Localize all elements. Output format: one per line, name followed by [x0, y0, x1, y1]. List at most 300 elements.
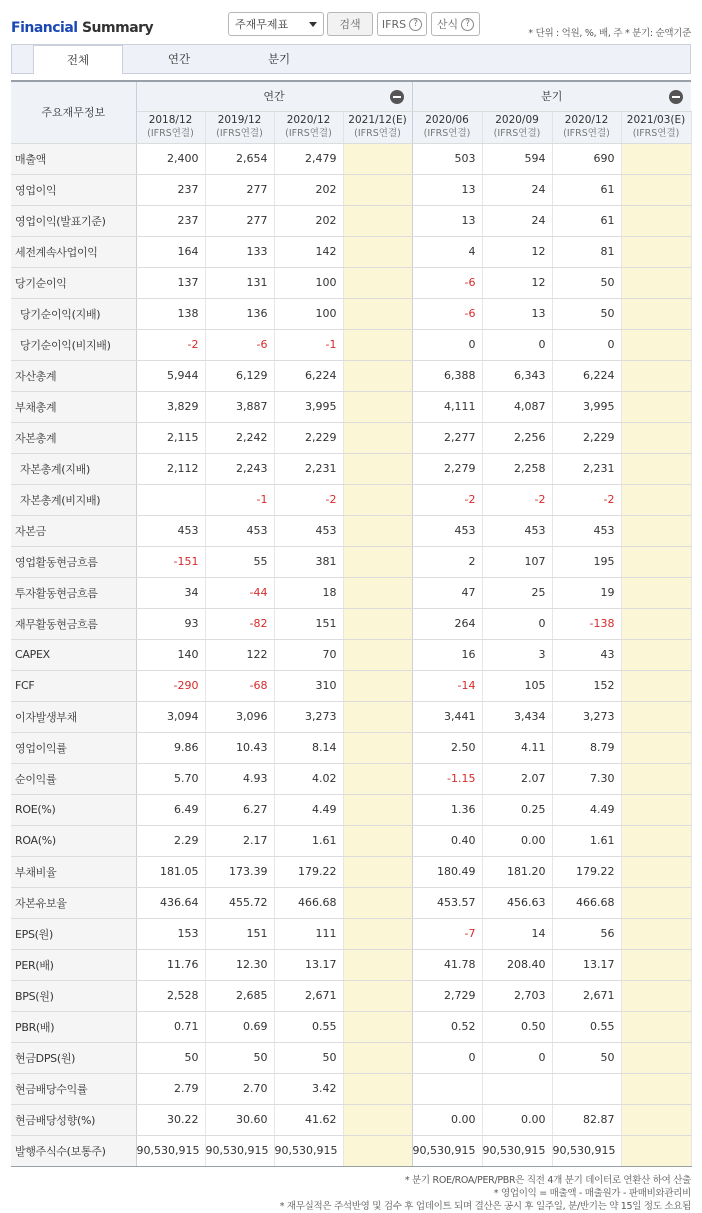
value-cell [621, 329, 691, 360]
value-cell [343, 1073, 412, 1104]
value-cell: 90,530,915 [552, 1135, 621, 1166]
table-row [11, 949, 691, 980]
value-cell: -82 [205, 608, 274, 639]
value-cell: -1.15 [412, 763, 482, 794]
table-row [11, 298, 691, 329]
table-row [11, 546, 691, 577]
value-cell: 61 [552, 205, 621, 236]
value-cell: 151 [205, 918, 274, 949]
basis-label: (IFRS연결) [563, 128, 610, 139]
value-cell: 6,388 [412, 360, 482, 391]
statement-type-select[interactable] [228, 12, 324, 36]
value-cell [621, 546, 691, 577]
value-cell: 1.61 [552, 825, 621, 856]
value-cell: 3.42 [274, 1073, 343, 1104]
value-cell: 237 [136, 174, 205, 205]
value-cell: 82.87 [552, 1104, 621, 1135]
value-cell: 100 [274, 298, 343, 329]
value-cell: 50 [552, 1042, 621, 1073]
value-cell: 12.30 [205, 949, 274, 980]
value-cell: 2,256 [482, 422, 552, 453]
value-cell: 90,530,915 [274, 1135, 343, 1166]
basis-label: (IFRS연결) [493, 128, 541, 139]
row-label: 영업이익 [11, 174, 136, 205]
value-cell [621, 608, 691, 639]
value-cell: 19 [552, 577, 621, 608]
row-label: 영업이익률 [11, 732, 136, 763]
row-label: 현금배당수익률 [11, 1073, 136, 1104]
value-cell: 0.69 [205, 1011, 274, 1042]
value-cell: 6.49 [136, 794, 205, 825]
value-cell: 4.02 [274, 763, 343, 794]
value-cell: 13 [482, 298, 552, 329]
value-cell [343, 236, 412, 267]
value-cell: 237 [136, 205, 205, 236]
value-cell: 5.70 [136, 763, 205, 794]
value-cell [343, 391, 412, 422]
value-cell [343, 515, 412, 546]
value-cell: 105 [482, 670, 552, 701]
value-cell [343, 670, 412, 701]
value-cell: 179.22 [274, 856, 343, 887]
value-cell: 2.50 [412, 732, 482, 763]
value-cell: 100 [274, 267, 343, 298]
tab-annual[interactable]: 연간 [167, 52, 191, 66]
value-cell [621, 1011, 691, 1042]
financial-summary-table [11, 80, 692, 1167]
value-cell [621, 856, 691, 887]
value-cell: -2 [136, 329, 205, 360]
annual-group-header [136, 81, 412, 111]
value-cell: 436.64 [136, 887, 205, 918]
value-cell: 453 [412, 515, 482, 546]
table-row [11, 887, 691, 918]
value-cell: -2 [274, 484, 343, 515]
value-cell: -44 [205, 577, 274, 608]
value-cell: -6 [412, 267, 482, 298]
value-cell: 2.29 [136, 825, 205, 856]
value-cell: 453 [136, 515, 205, 546]
row-label: 이자발생부채 [11, 701, 136, 732]
period-column-header [482, 111, 552, 143]
table-row [11, 1042, 691, 1073]
value-cell [621, 205, 691, 236]
formula-label: 산식 [436, 18, 459, 31]
value-cell: 111 [274, 918, 343, 949]
table-row [11, 856, 691, 887]
value-cell: -7 [412, 918, 482, 949]
value-cell: 24 [482, 174, 552, 205]
value-cell [621, 515, 691, 546]
value-cell: 453 [552, 515, 621, 546]
row-label: 현금DPS(원) [11, 1042, 136, 1073]
value-cell: 13 [412, 174, 482, 205]
value-cell: 453.57 [412, 887, 482, 918]
value-cell: 4,087 [482, 391, 552, 422]
value-cell [621, 422, 691, 453]
value-cell: 140 [136, 639, 205, 670]
value-cell: 0.55 [552, 1011, 621, 1042]
value-cell: 277 [205, 205, 274, 236]
value-cell: 453 [274, 515, 343, 546]
value-cell: 138 [136, 298, 205, 329]
value-cell: 151 [274, 608, 343, 639]
value-cell: 2,229 [552, 422, 621, 453]
value-cell: 2,243 [205, 453, 274, 484]
value-cell [343, 701, 412, 732]
value-cell: 131 [205, 267, 274, 298]
value-cell [621, 1042, 691, 1073]
row-label: 영업활동현금흐름 [11, 546, 136, 577]
footnote: * 분기 ROE/ROA/PER/PBR은 직전 4개 분기 데이터로 연환산 하여 산출 [404, 1175, 691, 1186]
value-cell: 0.00 [482, 825, 552, 856]
question-icon: ? [461, 18, 474, 31]
value-cell [343, 422, 412, 453]
row-label: 영업이익(발표기준) [11, 205, 136, 236]
ifrs-help-button[interactable] [377, 12, 427, 36]
chevron-down-icon [309, 22, 317, 27]
value-cell: 3,829 [136, 391, 205, 422]
value-cell: 2,654 [205, 143, 274, 174]
row-label: 재무활동현금흐름 [11, 608, 136, 639]
table-row [11, 825, 691, 856]
label-column-header: 주요재무정보 [11, 81, 136, 143]
value-cell: 594 [482, 143, 552, 174]
value-cell: -6 [205, 329, 274, 360]
value-cell: 4,111 [412, 391, 482, 422]
period-column-header [412, 111, 482, 143]
ifrs-label: IFRS [381, 17, 407, 31]
value-cell: 453 [482, 515, 552, 546]
period-tabs [11, 44, 691, 74]
value-cell: 3,434 [482, 701, 552, 732]
period-label: 2018/12 [148, 114, 193, 126]
value-cell: 2,671 [552, 980, 621, 1011]
value-cell: 10.43 [205, 732, 274, 763]
value-cell [343, 329, 412, 360]
tab-all[interactable]: 전체 [33, 44, 123, 74]
value-cell [621, 949, 691, 980]
value-cell: 3,441 [412, 701, 482, 732]
row-label: 자본총계(비지배) [11, 484, 136, 515]
period-label: 2019/12 [217, 114, 262, 126]
value-cell [343, 608, 412, 639]
value-cell: 1.36 [412, 794, 482, 825]
value-cell: 3,273 [552, 701, 621, 732]
value-cell: -68 [205, 670, 274, 701]
value-cell: 173.39 [205, 856, 274, 887]
value-cell: 56 [552, 918, 621, 949]
value-cell [621, 1073, 691, 1104]
value-cell [621, 918, 691, 949]
value-cell: 13 [412, 205, 482, 236]
value-cell: 8.14 [274, 732, 343, 763]
value-cell [343, 949, 412, 980]
value-cell: 50 [552, 298, 621, 329]
value-cell: 34 [136, 577, 205, 608]
value-cell [552, 1073, 621, 1104]
row-label: 세전계속사업이익 [11, 236, 136, 267]
value-cell: 2.79 [136, 1073, 205, 1104]
value-cell: 9.86 [136, 732, 205, 763]
table-row [11, 732, 691, 763]
period-column-header [621, 111, 691, 143]
value-cell: 2,229 [274, 422, 343, 453]
value-cell: 47 [412, 577, 482, 608]
value-cell: 136 [205, 298, 274, 329]
value-cell: 2,112 [136, 453, 205, 484]
row-label: 자본총계(지배) [11, 453, 136, 484]
value-cell: -138 [552, 608, 621, 639]
value-cell: 50 [274, 1042, 343, 1073]
period-label: 2021/03(E) [626, 114, 686, 126]
period-column-header [136, 111, 205, 143]
value-cell: 61 [552, 174, 621, 205]
brand-summary: Summary [81, 20, 154, 36]
value-cell: 2,671 [274, 980, 343, 1011]
value-cell: 25 [482, 577, 552, 608]
value-cell: 381 [274, 546, 343, 577]
value-cell: 202 [274, 205, 343, 236]
quarter-group-header [412, 81, 691, 111]
table-row [11, 1011, 691, 1042]
value-cell [621, 453, 691, 484]
row-label: 투자활동현금흐름 [11, 577, 136, 608]
value-cell: -2 [552, 484, 621, 515]
value-cell: 3,096 [205, 701, 274, 732]
value-cell: 7.30 [552, 763, 621, 794]
value-cell: 6,224 [552, 360, 621, 391]
value-cell: 181.20 [482, 856, 552, 887]
search-button[interactable] [327, 12, 373, 36]
row-label: CAPEX [11, 639, 136, 670]
value-cell: 4.49 [274, 794, 343, 825]
row-label: ROE(%) [11, 794, 136, 825]
value-cell: 2,528 [136, 980, 205, 1011]
table-row [11, 267, 691, 298]
value-cell [343, 887, 412, 918]
value-cell: 264 [412, 608, 482, 639]
value-cell: 0.40 [412, 825, 482, 856]
value-cell: 1.61 [274, 825, 343, 856]
value-cell: 152 [552, 670, 621, 701]
row-label: PER(배) [11, 949, 136, 980]
value-cell: 0 [482, 608, 552, 639]
value-cell: 466.68 [552, 887, 621, 918]
row-label: FCF [11, 670, 136, 701]
value-cell [343, 732, 412, 763]
table-row [11, 391, 691, 422]
value-cell: 0.71 [136, 1011, 205, 1042]
value-cell: 503 [412, 143, 482, 174]
value-cell [343, 484, 412, 515]
period-column-header [205, 111, 274, 143]
value-cell: 18 [274, 577, 343, 608]
value-cell [136, 484, 205, 515]
period-column-header [274, 111, 343, 143]
row-label: 부채비율 [11, 856, 136, 887]
value-cell: 2,400 [136, 143, 205, 174]
value-cell: 4.49 [552, 794, 621, 825]
value-cell: 0.00 [412, 1104, 482, 1135]
basis-label: (IFRS연결) [285, 128, 332, 139]
value-cell: 466.68 [274, 887, 343, 918]
value-cell [343, 825, 412, 856]
value-cell: 179.22 [552, 856, 621, 887]
value-cell [343, 856, 412, 887]
value-cell: 2,703 [482, 980, 552, 1011]
value-cell [621, 360, 691, 391]
value-cell: 0.25 [482, 794, 552, 825]
row-label: 자본유보율 [11, 887, 136, 918]
value-cell: 6,224 [274, 360, 343, 391]
page-title [11, 20, 153, 36]
basis-label: (IFRS연결) [632, 128, 680, 139]
value-cell [343, 1135, 412, 1166]
value-cell: 2,277 [412, 422, 482, 453]
table-row [11, 918, 691, 949]
row-label: 현금배당성향(%) [11, 1104, 136, 1135]
period-column-header [552, 111, 621, 143]
footnote: * 재무실적은 주석반영 및 검수 후 업데이트 되며 결산은 공시 후 일주일, 분/반기는 약 15일 정도 소요됨 [279, 1201, 691, 1212]
period-label: 2020/09 [495, 114, 539, 126]
annual-group-label: 연간 [263, 90, 285, 104]
table-row [11, 701, 691, 732]
period-column-header [343, 111, 412, 143]
value-cell: 133 [205, 236, 274, 267]
table-row [11, 329, 691, 360]
table-row [11, 639, 691, 670]
basis-label: (IFRS연결) [216, 128, 263, 139]
value-cell [343, 298, 412, 329]
table-row [11, 360, 691, 391]
value-cell: 2.07 [482, 763, 552, 794]
value-cell [343, 174, 412, 205]
basis-label: (IFRS연결) [423, 128, 471, 139]
value-cell: 3,995 [552, 391, 621, 422]
value-cell: 107 [482, 546, 552, 577]
value-cell [343, 794, 412, 825]
value-cell: -151 [136, 546, 205, 577]
collapse-icon[interactable] [669, 90, 683, 104]
value-cell: 13.17 [274, 949, 343, 980]
value-cell [343, 1011, 412, 1042]
table-row [11, 484, 691, 515]
value-cell: 6.27 [205, 794, 274, 825]
unit-note: * 단위 : 억원, %, 배, 주 * 분기: 순액기준 [528, 28, 691, 39]
basis-label: (IFRS연결) [354, 128, 401, 139]
value-cell: 0 [482, 1042, 552, 1073]
row-label: 당기순이익 [11, 267, 136, 298]
value-cell: 0 [412, 329, 482, 360]
table-row [11, 1073, 691, 1104]
table-row [11, 1104, 691, 1135]
value-cell: 0.50 [482, 1011, 552, 1042]
value-cell: 4 [412, 236, 482, 267]
quarter-group-label: 분기 [541, 90, 563, 104]
value-cell [343, 205, 412, 236]
value-cell: 2.70 [205, 1073, 274, 1104]
value-cell: 455.72 [205, 887, 274, 918]
value-cell: 181.05 [136, 856, 205, 887]
value-cell: 3 [482, 639, 552, 670]
value-cell: 41.62 [274, 1104, 343, 1135]
period-label: 2020/12 [564, 114, 609, 126]
value-cell: 180.49 [412, 856, 482, 887]
period-label: 2020/12 [286, 114, 331, 126]
value-cell: -2 [482, 484, 552, 515]
value-cell: 310 [274, 670, 343, 701]
search-button-label: 검색 [339, 18, 361, 31]
value-cell [343, 639, 412, 670]
value-cell: 3,094 [136, 701, 205, 732]
table-row [11, 980, 691, 1011]
row-label: 당기순이익(지배) [11, 298, 136, 329]
table-row [11, 174, 691, 205]
value-cell: 90,530,915 [205, 1135, 274, 1166]
tab-quarter[interactable]: 분기 [267, 52, 291, 66]
row-label: 자본총계 [11, 422, 136, 453]
row-label: 발행주식수(보통주) [11, 1135, 136, 1166]
value-cell: 6,343 [482, 360, 552, 391]
value-cell: 2,242 [205, 422, 274, 453]
value-cell: 0 [482, 329, 552, 360]
value-cell: 90,530,915 [412, 1135, 482, 1166]
value-cell: 3,995 [274, 391, 343, 422]
value-cell: 50 [136, 1042, 205, 1073]
value-cell [621, 1135, 691, 1166]
value-cell: 2,479 [274, 143, 343, 174]
row-label: EPS(원) [11, 918, 136, 949]
value-cell [621, 298, 691, 329]
value-cell: 453 [205, 515, 274, 546]
value-cell: 137 [136, 267, 205, 298]
value-cell: 5,944 [136, 360, 205, 391]
value-cell: -290 [136, 670, 205, 701]
value-cell: 6,129 [205, 360, 274, 391]
value-cell: 0 [412, 1042, 482, 1073]
value-cell: 2,231 [552, 453, 621, 484]
value-cell: 4.11 [482, 732, 552, 763]
formula-help-button[interactable] [431, 12, 480, 36]
value-cell: 208.40 [482, 949, 552, 980]
value-cell: 90,530,915 [482, 1135, 552, 1166]
table-row [11, 1135, 691, 1166]
value-cell: 4.93 [205, 763, 274, 794]
value-cell [621, 267, 691, 298]
table-row [11, 608, 691, 639]
row-label: 자본금 [11, 515, 136, 546]
value-cell [343, 918, 412, 949]
value-cell [343, 453, 412, 484]
value-cell: 0.52 [412, 1011, 482, 1042]
value-cell: 3,887 [205, 391, 274, 422]
value-cell [621, 484, 691, 515]
collapse-icon[interactable] [390, 90, 404, 104]
row-label: PBR(배) [11, 1011, 136, 1042]
value-cell: 81 [552, 236, 621, 267]
value-cell [343, 546, 412, 577]
value-cell: 0.00 [482, 1104, 552, 1135]
table-row [11, 236, 691, 267]
value-cell [621, 236, 691, 267]
table-row [11, 670, 691, 701]
value-cell [482, 1073, 552, 1104]
value-cell: 456.63 [482, 887, 552, 918]
value-cell: 50 [205, 1042, 274, 1073]
value-cell [343, 577, 412, 608]
value-cell: 14 [482, 918, 552, 949]
